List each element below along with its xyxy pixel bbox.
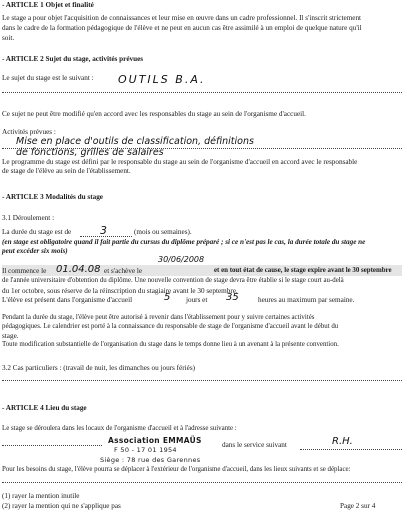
- service-label: dans le service suivant: [222, 441, 287, 449]
- service-dotted-line: [300, 449, 402, 450]
- footnote-2: (2) rayer la mention qui ne s'applique pas: [2, 502, 121, 510]
- travel-dotted-line: [2, 482, 402, 483]
- article-1-line-1: Le stage a pour objet l'acquisition de connaissances et leur mise en œuvre dans un cadre professionnel. Il s'inscrit strictement: [2, 14, 362, 22]
- stamp-name: Association EMMAÜS: [108, 436, 202, 445]
- activities-label: Activités prévues :: [2, 128, 56, 136]
- location-dotted-left: [2, 445, 102, 446]
- presence-days-handwritten: 5: [164, 292, 171, 303]
- stamp-line-3: Siège : 78 rue des Garennes: [100, 456, 201, 464]
- substantial-change-line: Toute modification substantielle de l'organisation du stage dans le temps donne lieu à un avenant à la présente convention.: [2, 341, 339, 348]
- activities-handwritten-line-1: Mise en place d'outils de classification, définitions: [16, 136, 254, 147]
- activities-handwritten-line-2: de fonctions, grilles de salaires: [16, 147, 164, 158]
- program-line-2: de stage de l'élève au sein de l'établissement.: [2, 167, 131, 175]
- presence-days-suffix: jours et: [186, 296, 208, 304]
- presence-hours-handwritten: 35: [226, 292, 239, 303]
- end-line-2: de l'année universitaire d'obtention du diplôme. Une nouvelle convention de stage devra être établie si le stage court au-delà: [2, 277, 344, 284]
- stamp-line-2: F 50 - 17 01 1954: [114, 446, 177, 454]
- during-line-1: Pendant la durée du stage, l'élève peut être autorisé à revenir dans l'établissement pour y suivre certaines activités: [2, 314, 315, 321]
- footnote-1: (1) rayer la mention inutile: [2, 492, 80, 500]
- page-number: Page 2 sur 4: [340, 502, 376, 510]
- service-handwritten: R.H.: [332, 436, 353, 447]
- travel-line: Pour les besoins du stage, l'élève pourra se déplacer à l'extérieur de l'organisme d'accueil, dans les lieux suivants et se déplace:: [2, 466, 351, 473]
- section-3-2-title: 3.2 Cas particuliers : (travail de nuit, les dimanches ou jours fériés): [2, 364, 196, 372]
- article-1-line-3: soit.: [2, 34, 15, 42]
- location-line: Le stage se déroulera dans les locaux de l'organisme d'accueil et à l'adresse suivante :: [2, 425, 237, 432]
- during-line-3: stage.: [2, 332, 19, 340]
- special-cases-dotted-line: [2, 380, 402, 381]
- article-4-heading: - ARTICLE 4 Lieu du stage: [2, 404, 87, 412]
- subject-dotted-line: [2, 92, 402, 93]
- article-1-line-2: dans le cadre de la formation pédagogique de l'élève et ne peut en aucun cas être assimilé à un emploi de quelque nature qu'il: [2, 24, 362, 32]
- duration-handwritten: 3: [100, 224, 107, 237]
- end-prefix: et s'achève le: [104, 267, 143, 275]
- duration-suffix: (mois ou semaines).: [134, 228, 192, 236]
- article-2-heading: - ARTICLE 2 Sujet du stage, activités prévues: [2, 55, 144, 63]
- end-suffix: et en tout état de cause, le stage expire avant le 30 septembre: [214, 267, 392, 274]
- duration-prefix: La durée du stage est de: [2, 228, 72, 236]
- subject-handwritten: OUTILS B.A.: [118, 73, 206, 86]
- during-line-2: pédagogiques. Le calendrier est porté à la connaissance du responsable de stage de l'organisme d'accueil avant le début du: [2, 323, 339, 330]
- start-prefix: Il commence le: [2, 267, 47, 275]
- program-line-1: Le programme du stage est défini par le responsable du stage au sein de l'organisme d'accueil en accord avec le responsable: [2, 158, 358, 166]
- presence-hours-suffix: heures au maximum par semaine.: [258, 296, 355, 304]
- subject-label: Le sujet du stage est le suivant :: [2, 74, 94, 82]
- duration-note-line-1: (en stage est obligatoire quand il fait partie du cursus du diplôme préparé ; si ce n'est pas le cas, la durée totale du stage ne: [2, 238, 366, 246]
- start-date-handwritten: 01.04.08: [56, 264, 101, 275]
- section-3-1-title: 3.1 Déroulement :: [2, 214, 55, 222]
- presence-prefix: L'élève est présent dans l'organisme d'accueil: [2, 296, 133, 304]
- end-line-3: du 1er octobre, sous réserve de la réinscription du stagiaire avant le 30 septembre.: [2, 287, 238, 295]
- end-date-handwritten: 30/06/2008: [158, 255, 205, 264]
- subject-modify-note: Ce sujet ne peut être modifié qu'en accord avec les responsables du stage au sein de l'organisme d'accueil.: [2, 110, 306, 118]
- duration-note-line-2: peut excéder six mois): [2, 247, 68, 255]
- article-3-heading: - ARTICLE 3 Modalités du stage: [2, 193, 103, 201]
- article-1-heading: - ARTICLE 1 Objet et finalité: [2, 1, 94, 9]
